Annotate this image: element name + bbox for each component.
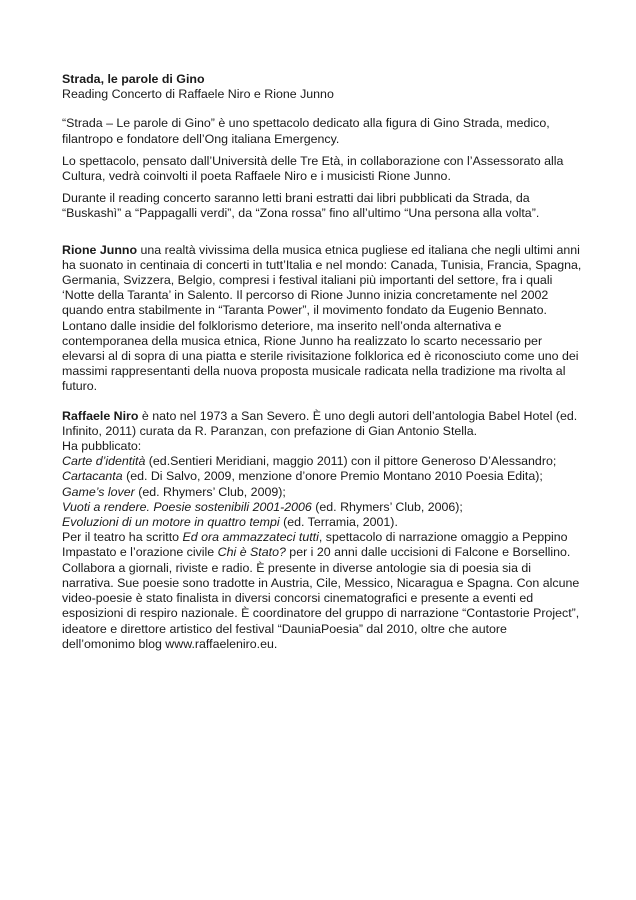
theatre-work-2: Chi è Stato? <box>217 545 286 560</box>
theatre-text-pre: Per il teatro ha scritto <box>62 530 183 545</box>
publication-item <box>62 454 582 469</box>
publication-details: (ed. Terramia, 2001). <box>279 515 398 530</box>
document-body <box>62 72 582 652</box>
publication-item <box>62 500 582 515</box>
theatre-work-1: Ed ora ammazzateci tutti <box>182 530 319 545</box>
publication-title: Game’s lover <box>62 484 135 499</box>
publication-details: (ed.Sentieri Meridiani, maggio 2011) con il pittore Generoso D’Alessandro; <box>145 454 557 469</box>
publication-details: (ed. Rhymers’ Club, 2006); <box>311 499 463 514</box>
rione-junno-paragraph <box>62 243 582 395</box>
intro-paragraph-3: Durante il reading concerto saranno letti brani estratti dai libri pubblicati da Strada, da “Buskashì” a “Pappagalli verdi”, da “Zona rossa” fino all’ultimo “Una persona alla volta”. <box>62 191 540 221</box>
niro-name: Raffaele Niro <box>62 408 139 423</box>
theatre-text-mid: , spettacolo di narrazione omaggio a Peppino Impastato e l’orazione civile <box>62 530 568 560</box>
publication-list <box>62 454 582 530</box>
publication-details: (ed. Rhymers’ Club, 2009); <box>134 484 286 499</box>
publication-title: Evoluzioni di un motore in quattro tempi <box>62 515 280 530</box>
publication-title: Vuoti a rendere. Poesie sostenibili 2001-2006 <box>62 499 312 514</box>
niro-intro <box>62 409 582 439</box>
intro-paragraph-1: “Strada – Le parole di Gino” è uno spettacolo dedicato alla figura di Gino Strada, medico, filantropo e fondatore dell’Ong italiana Emergency. <box>62 116 550 146</box>
publication-item <box>62 469 582 484</box>
publication-title: Cartacanta <box>62 469 123 484</box>
theatre-text-post: per i 20 anni dalle uccisioni di Falcone e Borsellino. Collabora a giornali, riviste e radio. È presente in diverse antologie sia di poesia sia di narrativa. Sue poesie sono tradotte in Austria, Cile, Messico, Nicaragua e Spagna. Con alcune video-poesie è stato finalista in diversi concorsi cinematografici e presente a eventi ed esposizioni di respiro nazionale. È coordinatore del gruppo di narrazione “Contastorie Project”, ideatore e direttore artistico del festival “DauniaPoesia” dal 2010, oltre che autore dell’omonimo blog www.raffaeleniro.eu. <box>62 545 580 651</box>
intro-paragraph-2: Lo spettacolo, pensato dall’Università delle Tre Età, in collaborazione con l’Assessorato alla Cultura, vedrà coinvolti il poeta Raffaele Niro e i musicisti Rione Junno. <box>62 153 564 184</box>
rione-junno-text: una realtà vivissima della musica etnica pugliese ed italiana che negli ultimi anni ha suonato in centinaia di concerti in tutt’Italia e nel mondo: Canada, Tunisia, Francia, Spagna, Germania, Svizzera, Belgio, compresi i festival italiani più importanti del settore, fra i quali ‘Notte della Taranta’ in Salento. Il percorso di Rione Junno inizia concretamente nel 2002 quando entra stabilmente in “Taranta Power”, il movimento fondato da Eugenio Bennato. Lontano dalle insidie del folklorismo deteriore, ma inserito nell’onda alternativa e contemporanea della musica etnica, Rione Junno ha realizzato lo scarto necessario per elevarsi al di sopra di una piatta e sterile rivisitazione folklorica ed è riconosciuto come uno dei massimi rappresentanti della nuova proposta musicale radicata nella tradizione ma rivolta al futuro. <box>62 242 582 394</box>
document-subtitle: Reading Concerto di Raffaele Niro e Rione Junno <box>62 87 334 102</box>
niro-intro-text: è nato nel 1973 a San Severo. È uno degli autori dell’antologia Babel Hotel (ed. Infinito, 2011) curata da R. Paranzan, con prefazione di Gian Antonio Stella. <box>62 408 578 438</box>
publication-item <box>62 515 582 530</box>
document-title: Strada, le parole di Gino <box>62 72 205 86</box>
section-spacer <box>62 229 582 243</box>
rione-junno-name: Rione Junno <box>62 242 138 257</box>
niro-theatre-paragraph <box>62 530 582 652</box>
publication-item <box>62 485 582 500</box>
section-spacer <box>62 402 582 409</box>
published-label: Ha pubblicato: <box>62 439 142 454</box>
publication-details: (ed. Di Salvo, 2009, menzione d’onore Premio Montano 2010 Poesia Edita); <box>122 469 543 484</box>
publication-title: Carte d’identità <box>62 454 146 469</box>
